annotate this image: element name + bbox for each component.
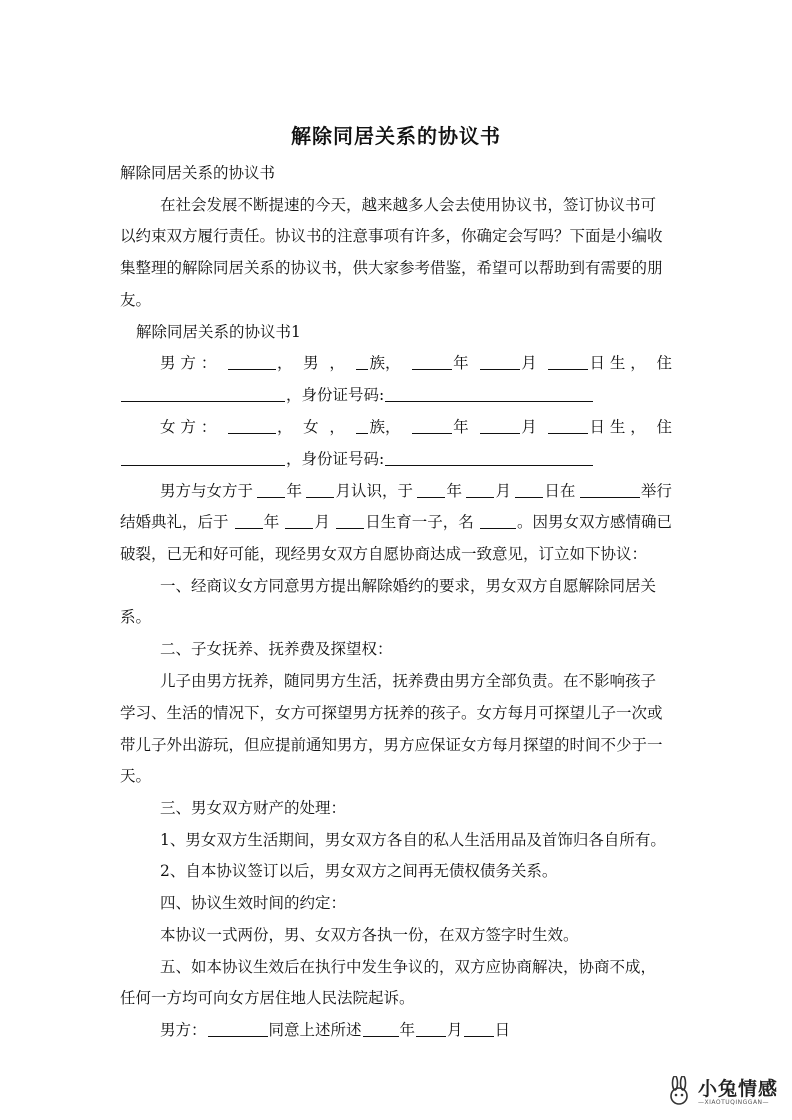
female-info-line: 女 方 ： ， 女 ， 族， 年 月 日 生 ， 住	[160, 418, 672, 436]
male-year-blank[interactable]	[412, 354, 452, 370]
clause-5-line-1: 五、如本协议生效后在执行中发生争议的，双方应协商解决，协商不成，	[160, 958, 657, 976]
marriage-text: 年	[446, 482, 462, 500]
sign-day-blank[interactable]	[464, 1021, 494, 1037]
signature-text: 同意上述所述	[268, 1021, 362, 1039]
signature-text: 月	[447, 1021, 463, 1039]
sign-month-blank[interactable]	[416, 1021, 446, 1037]
male-sex: 男	[303, 354, 319, 372]
male-month-label: 月	[521, 354, 537, 372]
male-id-blank[interactable]	[385, 386, 593, 402]
male-label: 男 方 ：	[160, 354, 217, 372]
child-name-blank[interactable]	[480, 513, 516, 529]
meet-month-blank[interactable]	[306, 482, 334, 498]
male-address-blank[interactable]	[121, 386, 285, 402]
signature-text: 日	[494, 1021, 511, 1039]
intro-line-3: 集整理的解除同居关系的协议书，供大家参考借鉴，希望可以帮助到有需要的朋	[120, 259, 663, 277]
male-day-blank[interactable]	[548, 354, 588, 370]
male-ethnicity-blank[interactable]	[356, 354, 368, 370]
female-year-blank[interactable]	[412, 418, 452, 434]
marriage-text: 。因男女双方感情确已	[516, 513, 672, 531]
clause-1-line-1: 一、经商议女方同意男方提出解除婚约的要求，男女双方自愿解除同居关	[160, 577, 657, 595]
watermark-logo	[666, 1072, 778, 1112]
female-ethnicity-blank[interactable]	[356, 418, 368, 434]
male-day-label: 日 生 ，	[589, 354, 646, 372]
male-info-line: 男 方 ： ， 男 ， 族， 年 月 日 生 ， 住	[160, 354, 672, 372]
clause-5-line-2: 任何一方均可向女方居住地人民法院起诉。	[120, 989, 415, 1007]
marriage-line-1	[120, 481, 672, 501]
marriage-text: 日生育一子，名	[365, 513, 474, 531]
marriage-text: 男方与女方于	[160, 482, 254, 500]
intro-line-1: 在社会发展不断提速的今天，越来越多人会去使用协议书，签订协议书可	[160, 196, 657, 214]
document-title: 解除同居关系的协议书	[291, 124, 501, 148]
custody-line-3: 带儿子外出游玩，但应提前通知男方，男方应保证女方每月探望的时间不少于一	[120, 736, 663, 754]
birth-year-blank[interactable]	[235, 513, 263, 529]
female-month-label: 月	[521, 418, 537, 436]
male-zu: 族	[369, 354, 385, 372]
wed-month-blank[interactable]	[466, 482, 494, 498]
clause-3-heading: 三、男女双方财产的处理：	[160, 799, 347, 817]
female-label: 女 方 ：	[160, 418, 217, 436]
clause-4-heading: 四、协议生效时间的约定：	[160, 894, 347, 912]
clause-1-line-2: 系。	[120, 608, 152, 626]
marriage-line-2	[120, 512, 672, 532]
signature-label: 男方：	[160, 1021, 207, 1039]
marriage-text: 月	[314, 513, 330, 531]
wed-place-blank[interactable]	[580, 482, 640, 498]
custody-line-2: 学习、生活的情况下，女方可探望男方抚养的孩子。女方每月可探望儿子一次或	[120, 704, 663, 722]
female-sex: 女	[303, 418, 319, 436]
birth-month-blank[interactable]	[285, 513, 313, 529]
male-month-blank[interactable]	[480, 354, 520, 370]
female-id-line	[120, 449, 672, 469]
property-item-2: 2、自本协议签订以后，男女双方之间再无债权债务关系。	[160, 862, 558, 880]
meet-year-blank[interactable]	[257, 482, 285, 498]
custody-line-1: 儿子由男方抚养，随同男方生活，抚养费由男方全部负责。在不影响孩子	[160, 672, 657, 690]
marriage-text: 举行	[640, 482, 672, 500]
marriage-text: 月认识，于	[335, 482, 413, 500]
section-heading: 解除同居关系的协议书1	[136, 323, 301, 341]
female-address-blank[interactable]	[121, 450, 285, 466]
male-id-line	[120, 385, 672, 405]
intro-line-2: 以约束双方履行责任。协议书的注意事项有许多，你确定会写吗？下面是小编收	[120, 227, 663, 245]
wed-year-blank[interactable]	[417, 482, 445, 498]
marriage-text: 日在	[544, 482, 576, 500]
watermark-subtext: —XIAOTUQINGGAN—	[698, 1099, 770, 1106]
signature-line	[120, 1020, 672, 1040]
marriage-text: 年	[286, 482, 302, 500]
marriage-text: 结婚典礼，后于	[120, 513, 229, 531]
sign-year-blank[interactable]	[363, 1021, 399, 1037]
male-year-label: 年	[453, 354, 469, 372]
female-zu: 族	[369, 418, 385, 436]
signature-text: 年	[399, 1021, 416, 1039]
male-name-blank[interactable]	[228, 354, 276, 370]
marriage-text: 年	[263, 513, 280, 531]
male-id-label: ，身份证号码:	[286, 386, 385, 404]
female-month-blank[interactable]	[480, 418, 520, 434]
female-address-label: 住	[656, 418, 672, 436]
birth-day-blank[interactable]	[336, 513, 364, 529]
marriage-line-3: 破裂，已无和好可能，现经男女双方自愿协商达成一致意见，订立如下协议：	[120, 545, 648, 563]
female-id-label: ，身份证号码:	[286, 450, 385, 468]
effective-text: 本协议一式两份，男、女双方各执一份，在双方签字时生效。	[160, 926, 579, 944]
female-day-label: 日 生 ，	[589, 418, 646, 436]
watermark-name: 小兔情感	[698, 1078, 779, 1100]
female-year-label: 年	[453, 418, 469, 436]
female-id-blank[interactable]	[385, 450, 593, 466]
rabbit-icon	[666, 1076, 692, 1106]
signature-blank[interactable]	[208, 1021, 268, 1037]
property-item-1: 1、男女双方生活期间，男女双方各自的私人生活用品及首饰归各自所有。	[160, 831, 666, 849]
clause-2-heading: 二、子女抚养、抚养费及探望权：	[160, 640, 393, 658]
wed-day-blank[interactable]	[515, 482, 543, 498]
male-address-label: 住	[656, 354, 672, 372]
intro-line-4: 友。	[120, 291, 152, 309]
marriage-text: 月	[495, 482, 511, 500]
female-name-blank[interactable]	[228, 418, 276, 434]
document-subtitle: 解除同居关系的协议书	[120, 164, 276, 182]
custody-line-4: 天。	[120, 767, 152, 785]
female-day-blank[interactable]	[548, 418, 588, 434]
